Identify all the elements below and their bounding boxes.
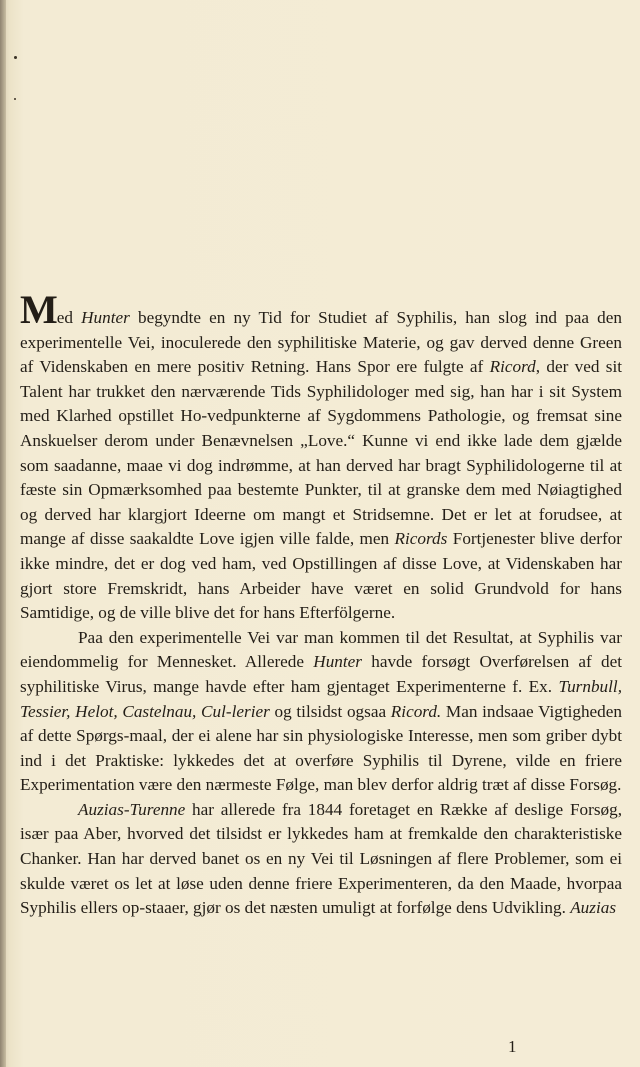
paragraph bbox=[20, 626, 622, 798]
text-run: havde forsøgt Overførelsen af det syphilitiske Virus, mange havde efter ham gjentaget Experimenterne f. Ex. bbox=[20, 652, 623, 696]
text-run: begyndte en ny Tid for Studiet af Syphilis, han slog ind paa den experimentelle Vei, inoculerede den syphilitiske Materie, og gav derved denne Green af Videnskaben en mere positiv Retning. Hans Spor ere fulgte af bbox=[20, 308, 622, 377]
page-binding-edge bbox=[0, 0, 6, 1067]
page-number: 1 bbox=[508, 1037, 517, 1056]
italic-name: Hunter bbox=[313, 652, 362, 672]
text-run: har allerede fra 1844 foretaget en Række af deslige Forsøg, især paa Aber, hvorved det tilsidst er lykkedes ham at fremkalde den charakteristiske Chanker. Han har derved banet os en ny Vei til Løsningen af flere Problemer, som ei skulde været os let at løse uden denne friere Experimenteren, da den Maade, hvorpaa Syphilis ellers op-staaer, gjør os det næsten umuligt at forfølge dens Udvikling. bbox=[20, 799, 622, 918]
italic-name: Auzias-Turenne bbox=[78, 799, 186, 819]
italic-name: Ricords bbox=[394, 529, 448, 549]
text-run: Fortjenester blive derfor ikke mindre, det er dog ved ham, ved Opstillingen af disse Love, at Videnskaben har gjort store Fremskridt, hans Arbeider have været en solid Grundvold for hans Samtidige, og de ville blive det for hans Efterfölgerne. bbox=[20, 529, 622, 623]
paper-speck bbox=[14, 98, 16, 100]
italic-name: Ricord. bbox=[390, 701, 442, 721]
text-run: ed bbox=[56, 308, 82, 327]
text-run: og tilsidst ogsaa bbox=[269, 701, 391, 721]
text-run: Paa den experimentelle Vei var man kommen til det Resultat, at Syphilis var eiendommelig for Mennesket. Allerede bbox=[20, 627, 622, 672]
paper-speck bbox=[14, 56, 17, 59]
text-run: , der ved sit Talent har trukket den nærværende Tids Syphilidologer med sig, han har i sit System med Klarhed opstillet Ho-vedpunkterne af Sygdommens Pathologie, og fremsat sine Anskuelser derom under Benævnelsen „Love.“ Kunne vi end ikke lade dem gjælde som saadanne, maae vi dog indrømme, at han derved har bragt Syphilidologerne til at fæste sin Opmærksomhed paa bestemte Punkter, til at granske dem med Nøiagtighed og derved har klargjort Ideerne om mangt et Stridsemne. Det er let at forudsee, at mange af disse saakaldte Love igjen ville falde, men bbox=[20, 357, 622, 549]
paragraph bbox=[20, 798, 622, 921]
text-run: Man indsaae Vigtigheden af dette Spørgs-maal, der ei alene har sin physiologiske Interesse, men som griber dybt ind i det Praktiske: lykkedes det at overføre Syphilis til Dyrene, vilde en friere Experimentation være den nærmeste Følge, man blev derfor aldrig træt af disse Forsøg. bbox=[20, 701, 623, 795]
italic-name: Ricord bbox=[489, 357, 536, 377]
drop-cap: M bbox=[20, 287, 57, 332]
italic-name: Auzias bbox=[570, 898, 617, 918]
italic-name: Turnbull, Tessier, Helot, Castelnau, Cul-lerier bbox=[20, 676, 622, 721]
paragraph bbox=[20, 287, 622, 626]
italic-name: Hunter bbox=[81, 308, 130, 327]
body-text bbox=[20, 287, 623, 921]
